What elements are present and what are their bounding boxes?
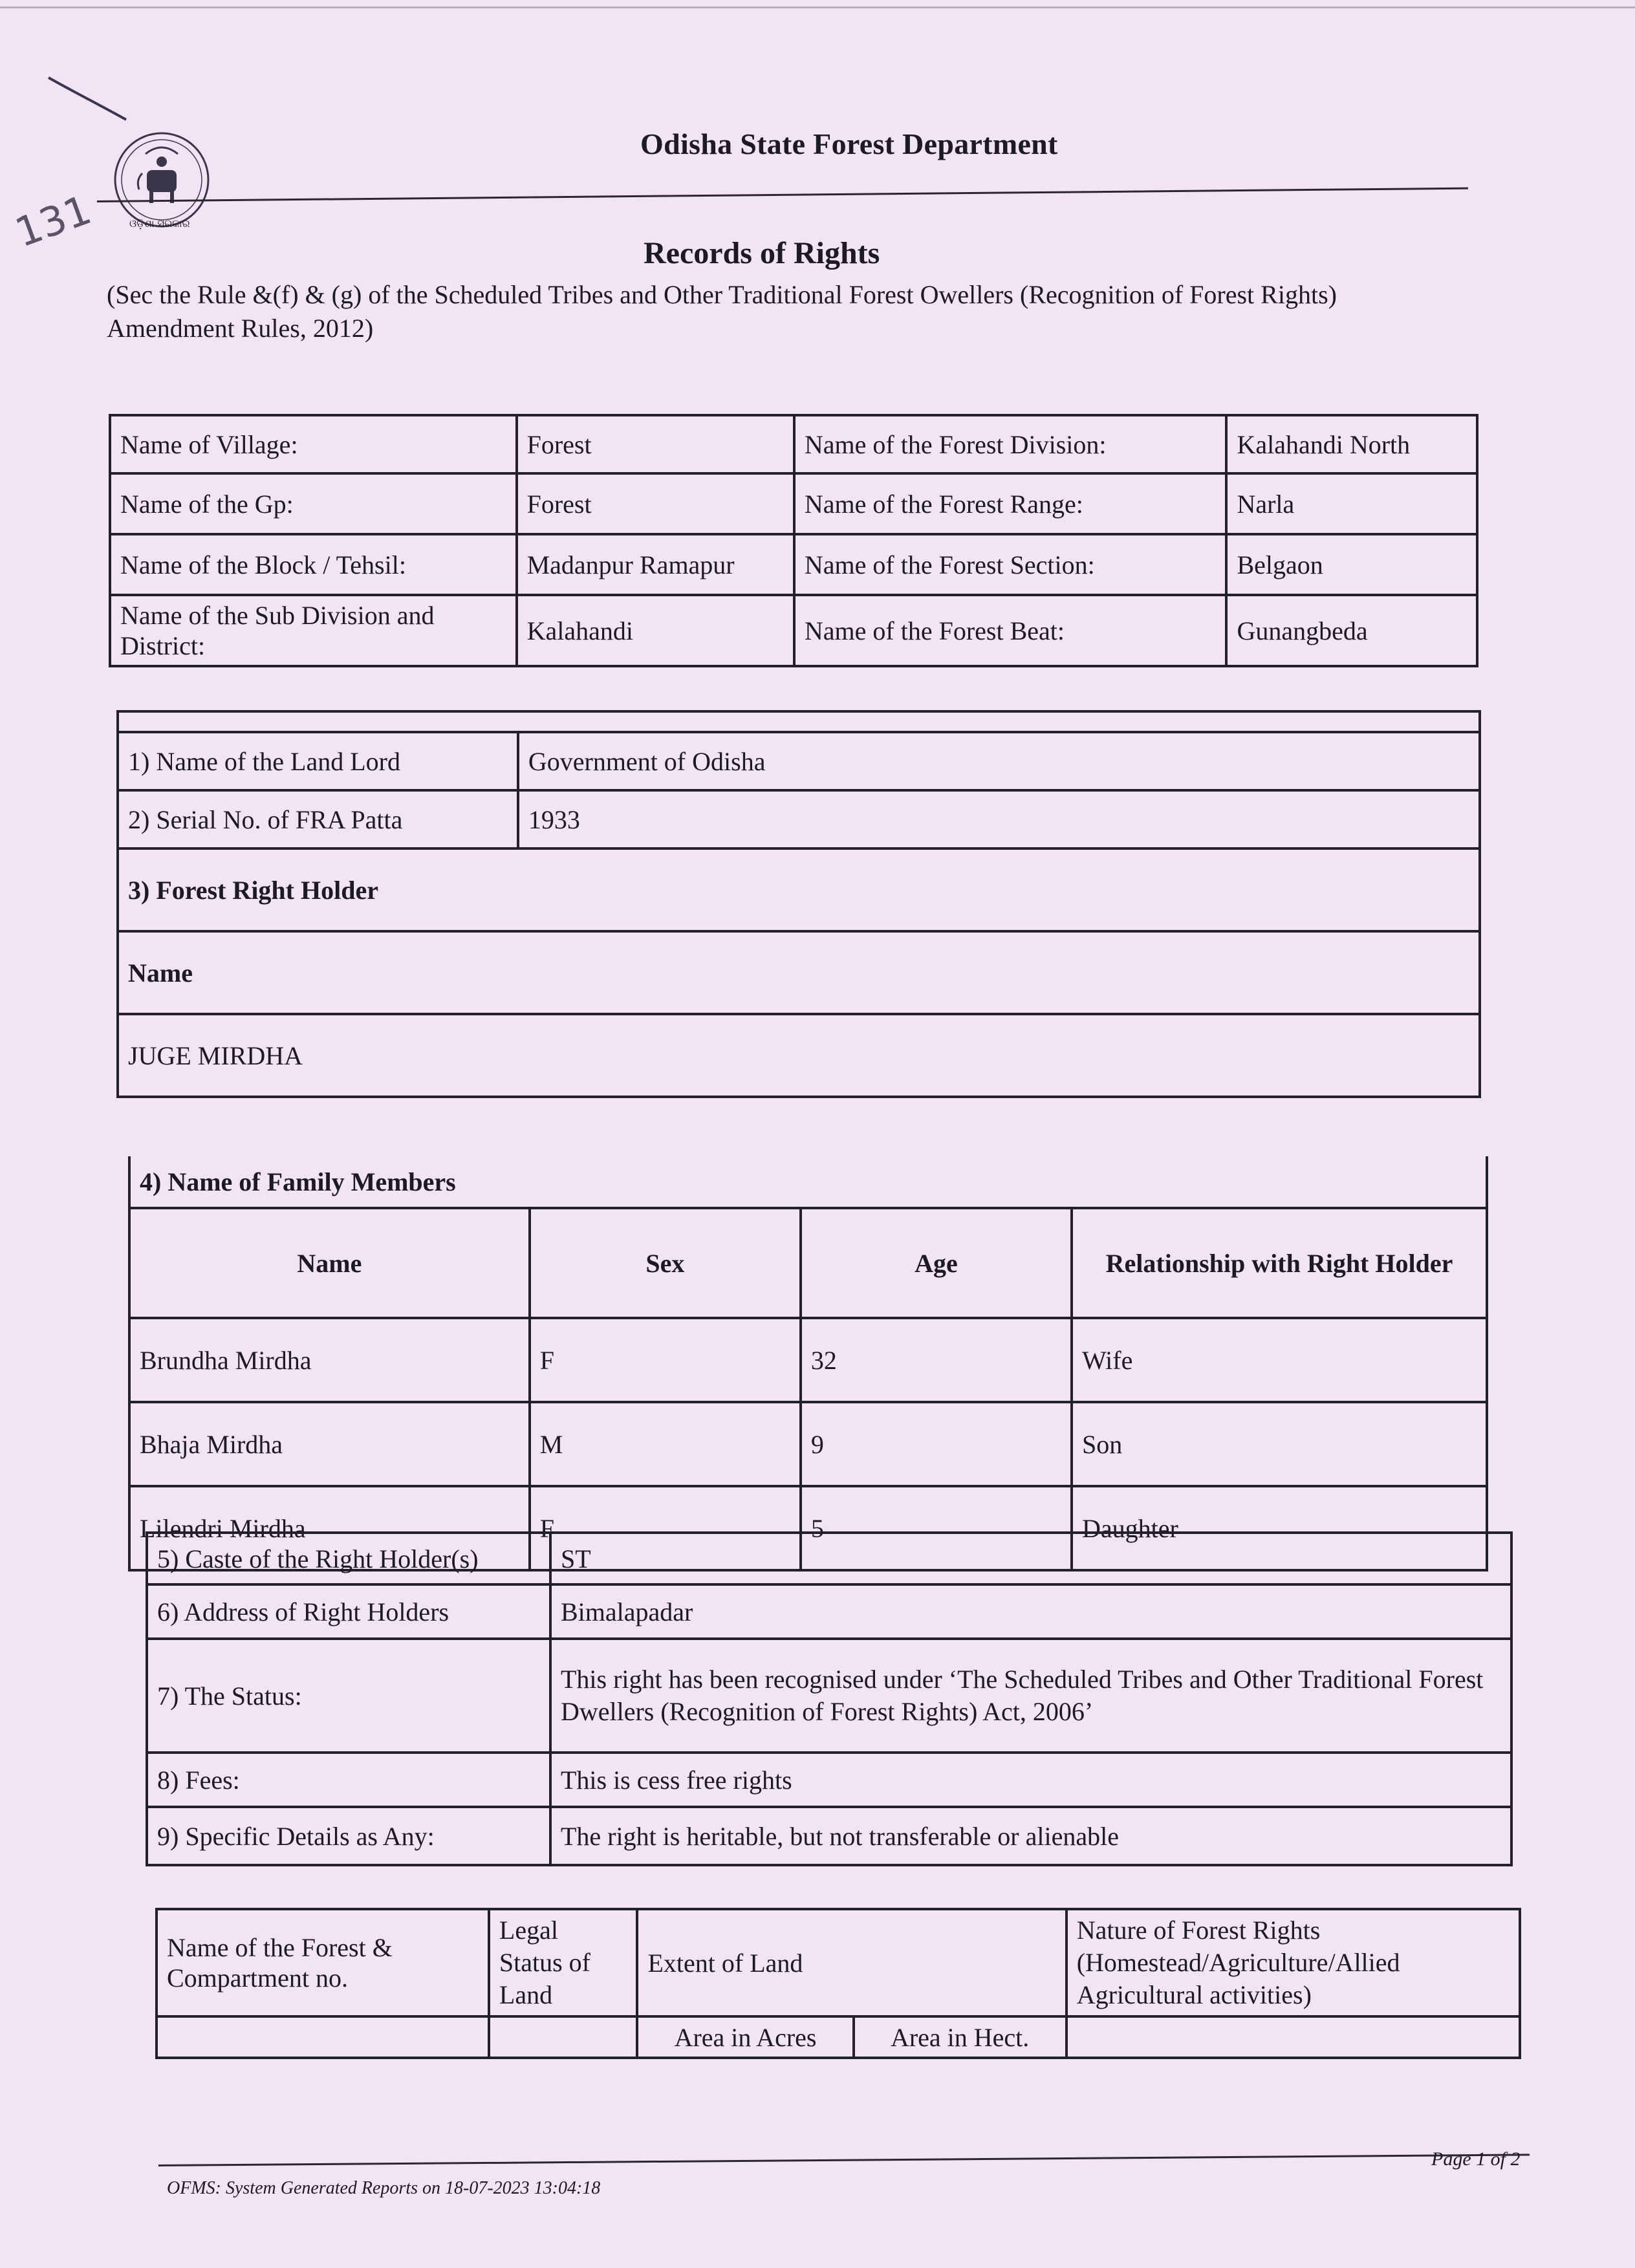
forest-beat-label: Name of the Forest Beat:	[794, 595, 1227, 666]
legal-status-cell	[489, 2016, 638, 2058]
table-row	[110, 534, 1477, 595]
serial-label: 2) Serial No. of FRA Patta	[118, 790, 518, 848]
name-heading: Name	[118, 931, 1480, 1014]
table-row	[118, 732, 1480, 790]
holder-name: JUGE MIRDHA	[118, 1014, 1480, 1097]
village-value: Forest	[517, 415, 794, 473]
member-relation: Wife	[1072, 1318, 1487, 1402]
area-acres-header: Area in Acres	[637, 2016, 853, 2058]
member-relation: Daughter	[1072, 1486, 1487, 1570]
table-row	[129, 1402, 1487, 1486]
status-label: 7) The Status:	[147, 1639, 550, 1753]
table-row	[157, 1909, 1520, 2016]
page-number: Page 1 of 2	[1431, 2148, 1521, 2170]
table-row	[110, 415, 1477, 473]
village-label: Name of Village:	[110, 415, 517, 473]
table-row	[147, 1753, 1511, 1807]
table-row	[118, 711, 1480, 732]
forest-section-value: Belgaon	[1226, 534, 1477, 595]
extent-header: Extent of Land	[637, 1909, 1066, 2016]
nature-header: Nature of Forest Rights (Homestead/Agriculture/Allied Agricultural activities)	[1067, 1909, 1520, 2016]
table-row	[157, 2016, 1520, 2058]
header-rule	[97, 188, 1468, 202]
caste-value: ST	[550, 1533, 1511, 1584]
family-col-relationship: Relationship with Right Holder	[1072, 1208, 1487, 1318]
forest-division-label: Name of the Forest Division:	[794, 415, 1227, 473]
table-row	[147, 1533, 1511, 1584]
land-lord-label: 1) Name of the Land Lord	[118, 732, 518, 790]
family-table	[128, 1156, 1488, 1571]
block-tehsil-label: Name of the Block / Tehsil:	[110, 534, 517, 595]
location-table	[109, 414, 1478, 667]
serial-value: 1933	[518, 790, 1480, 848]
rule-reference: (Sec the Rule &(f) & (g) of the Scheduled Tribes and Other Traditional Forest Owellers (Recognition of Forest Rights) Amendment Rules, 2012)	[107, 280, 1337, 343]
document-title: Records of Rights	[644, 236, 880, 270]
table-row	[110, 595, 1477, 666]
scan-top-edge	[0, 6, 1635, 8]
member-sex: M	[530, 1402, 801, 1486]
address-value: Bimalapadar	[550, 1584, 1511, 1639]
table-row	[110, 473, 1477, 534]
block-tehsil-value: Madanpur Ramapur	[517, 534, 794, 595]
holder-heading: 3) Forest Right Holder	[118, 848, 1480, 931]
member-sex: F	[530, 1486, 801, 1570]
forest-compartment-header: Name of the Forest & Compartment no.	[157, 1909, 489, 2016]
land-table	[155, 1908, 1521, 2059]
forest-range-value: Narla	[1226, 473, 1477, 534]
table-row	[147, 1807, 1511, 1865]
table-row	[118, 848, 1480, 931]
land-lord-value: Government of Odisha	[518, 732, 1480, 790]
table-row	[147, 1584, 1511, 1639]
member-age: 32	[801, 1318, 1072, 1402]
member-name: Bhaja Mirdha	[129, 1402, 530, 1486]
table-row	[118, 1014, 1480, 1097]
forest-section-label: Name of the Forest Section:	[794, 534, 1227, 595]
table-row	[118, 790, 1480, 848]
forest-range-label: Name of the Forest Range:	[794, 473, 1227, 534]
gp-label: Name of the Gp:	[110, 473, 517, 534]
sub-division-value: Kalahandi	[517, 595, 794, 666]
legal-status-header: Legal Status of Land	[489, 1909, 638, 2016]
family-col-sex: Sex	[530, 1208, 801, 1318]
fees-label: 8) Fees:	[147, 1753, 550, 1807]
details-table	[116, 710, 1481, 1098]
forest-compartment-cell	[157, 2016, 489, 2058]
table-row	[129, 1156, 1487, 1208]
specific-details-label: 9) Specific Details as Any:	[147, 1807, 550, 1865]
fees-value: This is cess free rights	[550, 1753, 1511, 1807]
table-row	[129, 1208, 1487, 1318]
area-hect-header: Area in Hect.	[854, 2016, 1067, 2058]
specific-details-value: The right is heritable, but not transferable or alienable	[550, 1807, 1511, 1865]
gp-value: Forest	[517, 473, 794, 534]
member-name: Brundha Mirdha	[129, 1318, 530, 1402]
nature-cell	[1067, 2016, 1520, 2058]
table-row	[129, 1318, 1487, 1402]
family-col-name: Name	[129, 1208, 530, 1318]
member-age: 9	[801, 1402, 1072, 1486]
table-row	[147, 1639, 1511, 1753]
footer-rule	[158, 2154, 1530, 2166]
generated-timestamp: OFMS: System Generated Reports on 18-07-2023 13:04:18	[167, 2178, 601, 2198]
family-col-age: Age	[801, 1208, 1072, 1318]
forest-beat-value: Gunangbeda	[1226, 595, 1477, 666]
sub-division-label: Name of the Sub Division and District:	[110, 595, 517, 666]
member-name: Lilendri Mirdha	[129, 1486, 530, 1570]
address-label: 6) Address of Right Holders	[147, 1584, 550, 1639]
emblem-caption: ଓଡ଼ିଶା ସରକାର	[129, 217, 190, 230]
member-sex: F	[530, 1318, 801, 1402]
blank-cell	[118, 711, 1480, 732]
status-value: This right has been recognised under ‘The Scheduled Tribes and Other Traditional Forest Dwellers (Recognition of Forest Rights) Act, 2006’	[550, 1639, 1511, 1753]
member-relation: Son	[1072, 1402, 1487, 1486]
member-age: 5	[801, 1486, 1072, 1570]
handwritten-number: 131	[8, 186, 98, 257]
caste-label: 5) Caste of the Right Holder(s)	[147, 1533, 550, 1584]
forest-division-value: Kalahandi North	[1226, 415, 1477, 473]
status-table	[146, 1531, 1513, 1866]
family-heading: 4) Name of Family Members	[129, 1156, 1487, 1208]
table-row	[118, 931, 1480, 1014]
department-title: Odisha State Forest Department	[640, 127, 1058, 160]
